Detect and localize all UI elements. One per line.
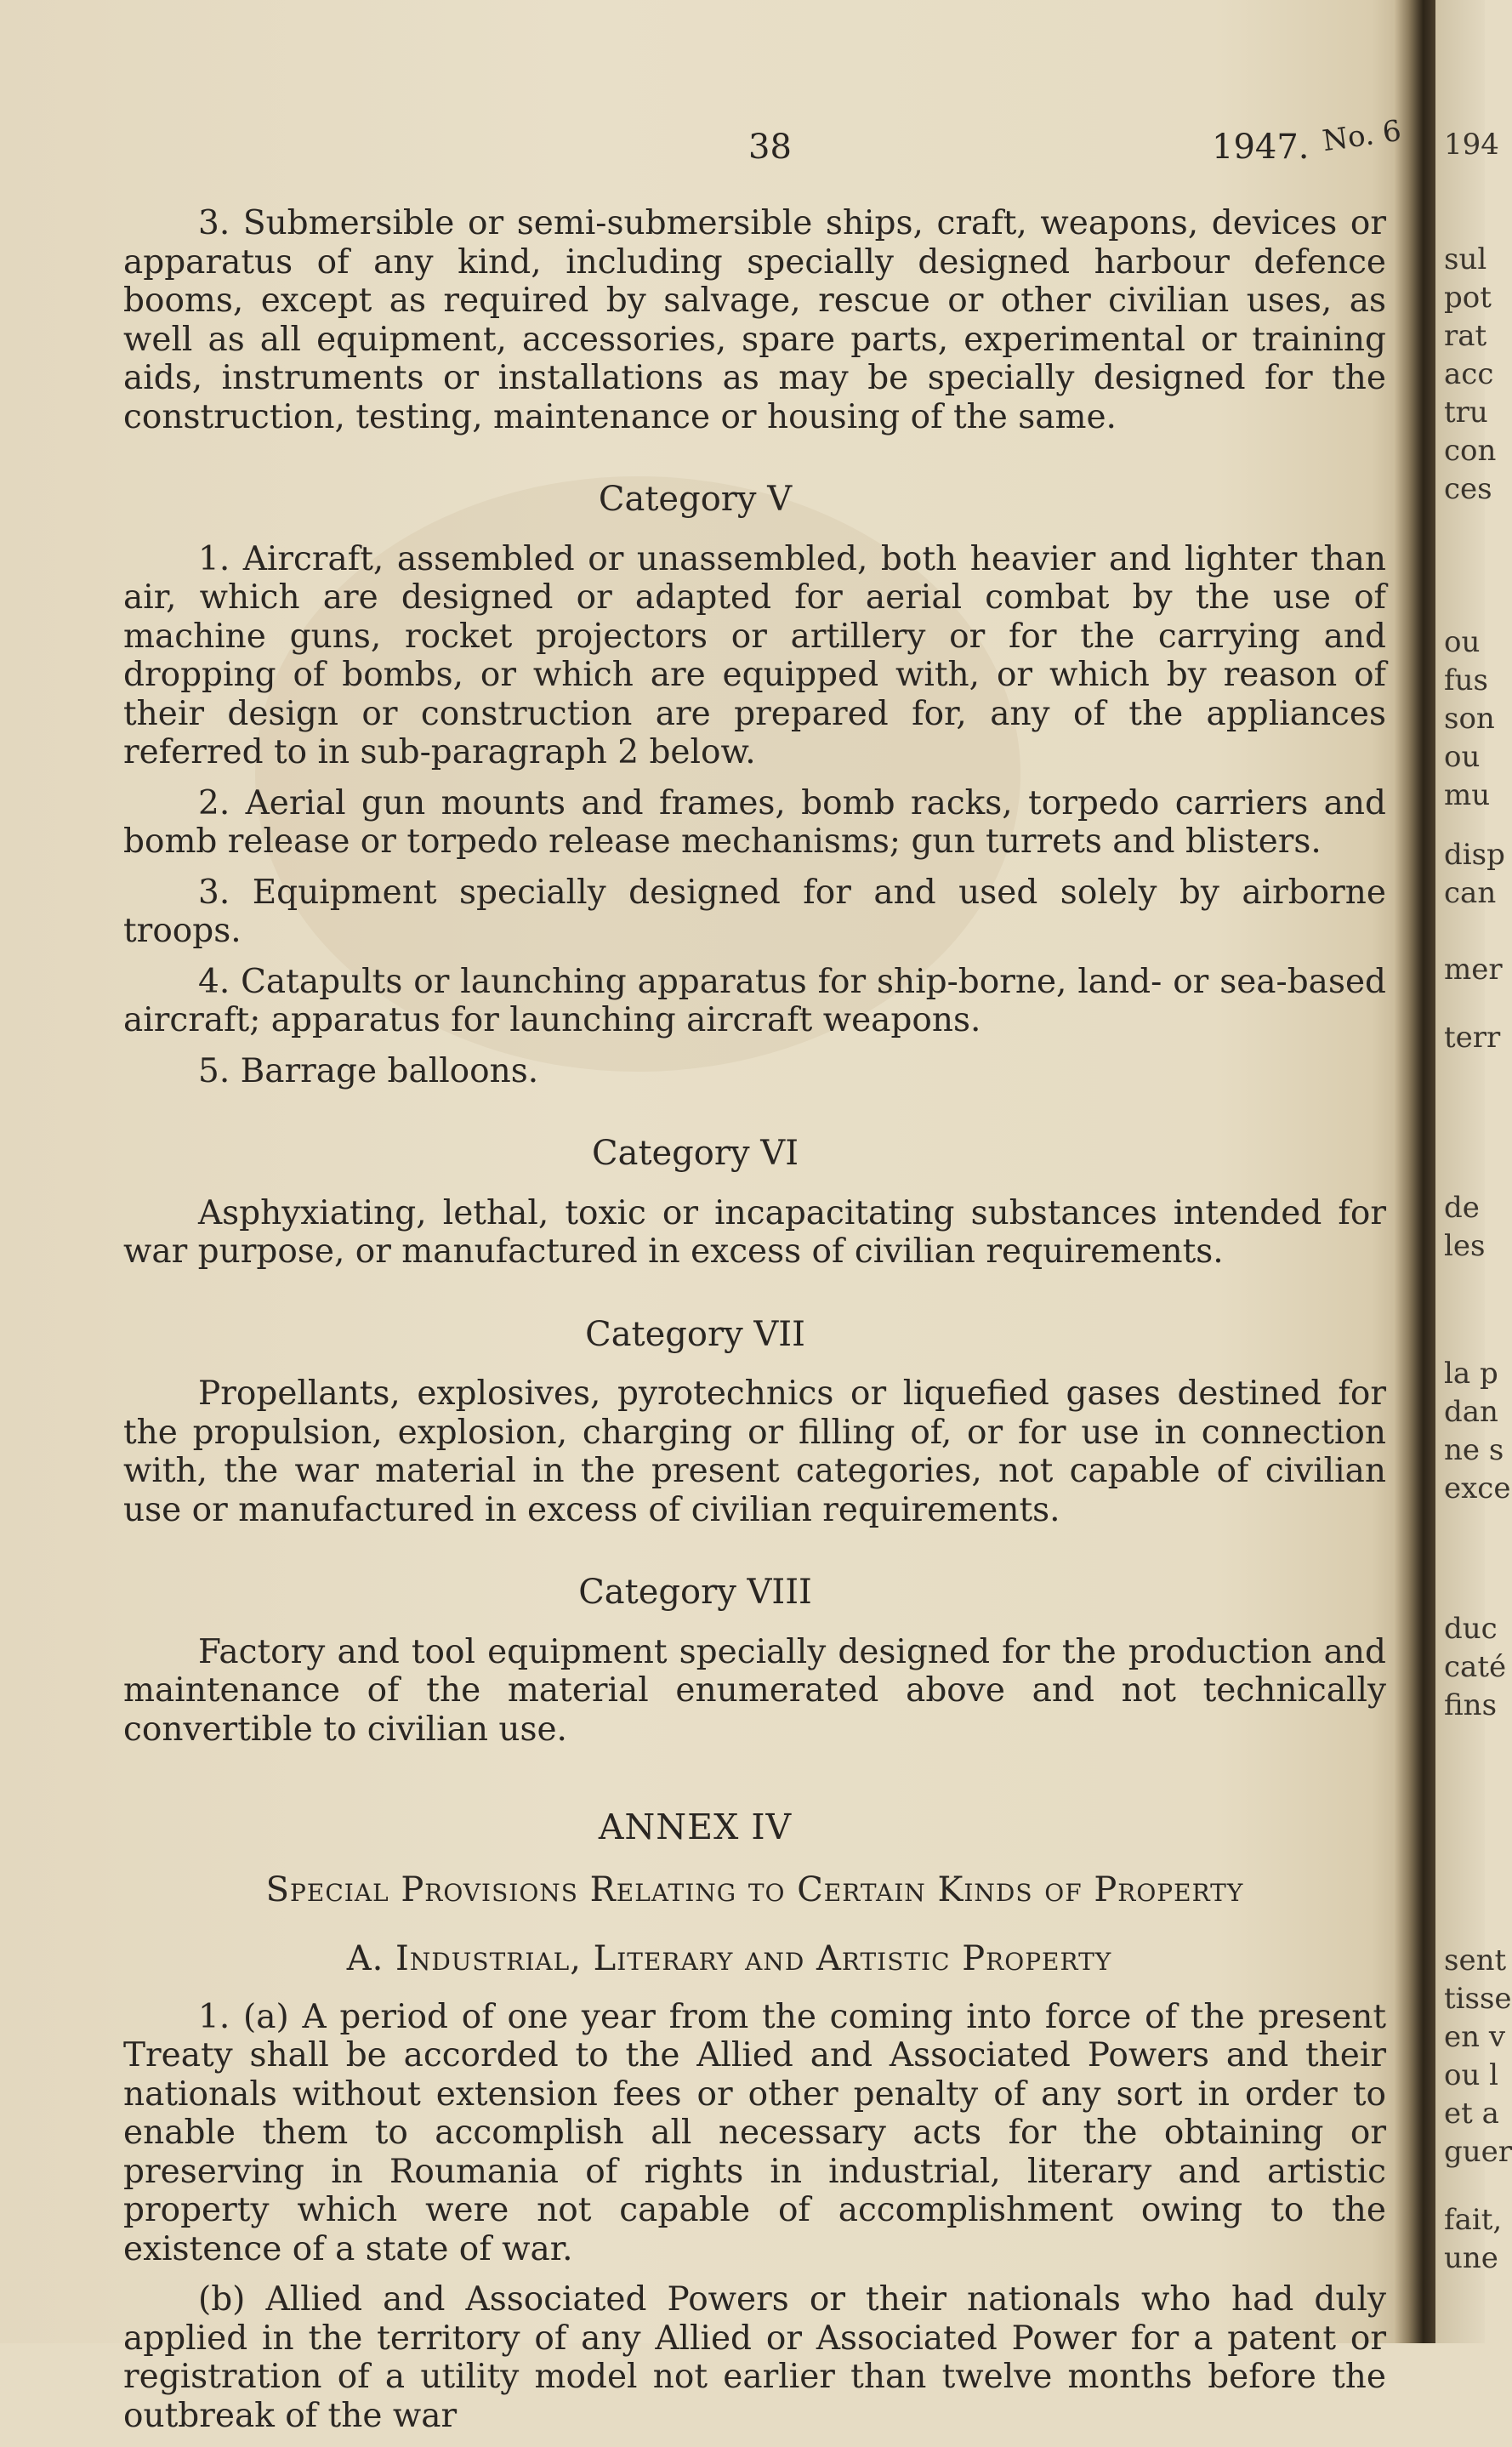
category-viii-paragraph: Factory and tool equipment specially designed for the production and maintenance of the material enumerated above and not technically convertible to civilian use.	[123, 1632, 1386, 1749]
facing-page-fragment: son	[1444, 702, 1495, 736]
facing-page-fragment: acc	[1444, 357, 1494, 391]
facing-page-fragment: fins	[1444, 1688, 1498, 1722]
category-v-paragraph-2: 2. Aerial gun mounts and frames, bomb racks, torpedo carriers and bomb release or torpedo release mechanisms; gun turrets and blisters.	[123, 783, 1386, 861]
facing-page-fragment: ou	[1444, 625, 1481, 659]
facing-page-fragment: fus	[1444, 663, 1488, 697]
annex-title: ANNEX IV	[598, 1807, 793, 1847]
facing-page-fragment: mu	[1444, 778, 1491, 812]
facing-page-fragment: fait,	[1444, 2203, 1503, 2237]
facing-page-fragment: tisse	[1444, 1982, 1512, 2016]
category-viii-heading: Category VIII	[578, 1573, 812, 1612]
facing-page-fragment: la p	[1444, 1357, 1498, 1391]
facing-page-fragment: tru	[1444, 396, 1488, 430]
facing-page-fragment: mer	[1444, 953, 1503, 987]
category-v-paragraph-3: 3. Equipment specially designed for and used solely by airborne troops.	[123, 873, 1386, 950]
section-a-paragraph-1b: (b) Allied and Associated Powers or their nationals who had duly applied in the territory of any Allied or Associated Power for a patent or registration of a utility model not earlier than twelve months before the outbreak of the war	[123, 2280, 1386, 2435]
facing-page-edge	[1435, 0, 1512, 2343]
page-number: 38	[748, 128, 792, 167]
facing-page-fragment: ou	[1444, 740, 1481, 774]
category-vii-paragraph: Propellants, explosives, pyrotechnics or liquefied gases destined for the propulsion, explosion, charging or filling of, or for use in connection with, the war material in the present categories, not capable of civilian use or manufactured in excess of civilian requirements.	[123, 1374, 1386, 1529]
category-iv-paragraph-3: 3. Submersible or semi-submersible ships, craft, weapons, devices or apparatus of any kind, including specially designed harbour defence booms, except as required by salvage, rescue or other civilian uses, as well as all equipment, accessories, spare parts, experimental or training aids, instruments or installations as may be specially designed for the construction, testing, maintenance or housing of the same.	[123, 204, 1386, 436]
facing-page-fragment: une	[1444, 2241, 1498, 2275]
facing-page-fragment: ces	[1444, 472, 1492, 506]
facing-page-fragment: ne s	[1444, 1433, 1504, 1467]
facing-page-fragment: 194	[1444, 128, 1499, 162]
header-issue-number: No. 6	[1320, 113, 1404, 159]
category-vii-heading: Category VII	[585, 1314, 805, 1354]
section-a-heading: A. Industrial, Literary and Artistic Property	[346, 1939, 1112, 1978]
book-gutter	[1395, 0, 1435, 2343]
category-v-heading: Category V	[598, 480, 793, 519]
category-v-paragraph-4: 4. Catapults or launching apparatus for ship-borne, land- or sea-based aircraft; apparatus for launching aircraft weapons.	[123, 962, 1386, 1039]
annex-subtitle: Special Provisions Relating to Certain Kinds of Property	[265, 1869, 1244, 1909]
facing-page-fragment: et a	[1444, 2097, 1499, 2131]
category-v-paragraph-5: 5. Barrage balloons.	[198, 1051, 539, 1090]
facing-page-fragment: duc	[1444, 1612, 1498, 1646]
category-vi-paragraph: Asphyxiating, lethal, toxic or incapacitating substances intended for war purpose, or manufactured in excess of civilian requirements.	[123, 1193, 1386, 1271]
facing-page-fragment: guer	[1444, 2135, 1512, 2169]
facing-page-fragment: en v	[1444, 2020, 1506, 2054]
facing-page-fragment: sul	[1444, 242, 1487, 276]
facing-page-fragment: rat	[1444, 319, 1487, 353]
facing-page-fragment: pot	[1444, 281, 1492, 315]
facing-page-fragment: de	[1444, 1191, 1480, 1225]
header-year: 1947.	[1212, 128, 1310, 167]
facing-page-fragment: les	[1444, 1229, 1486, 1263]
facing-page-fragment: caté	[1444, 1650, 1507, 1684]
category-vi-heading: Category VI	[591, 1134, 799, 1173]
facing-page-fragment: con	[1444, 434, 1497, 468]
section-a-paragraph-1a: 1. (a) A period of one year from the coming into force of the present Treaty shall be accorded to the Allied and Associated Powers and their nationals without extension fees or other penalty of any sort in order to enable them to accomplish all necessary acts for the obtaining or preserving in Roumania of rights in industrial, literary and artistic property which were not capable of accomplishment owing to the existence of a state of war.	[123, 1997, 1386, 2268]
category-v-paragraph-1: 1. Aircraft, assembled or unassembled, both heavier and lighter than air, which are designed or adapted for aerial combat by the use of machine guns, rocket projectors or artillery or for the carrying and dropping of bombs, or which are equipped with, or which by reason of their design or construction are prepared for, any of the appliances referred to in sub-paragraph 2 below.	[123, 539, 1386, 771]
facing-page-fragment: terr	[1444, 1021, 1501, 1055]
facing-page-fragment: sent	[1444, 1943, 1507, 1978]
facing-page-fragment: ou l	[1444, 2058, 1499, 2092]
facing-page-fragment: can	[1444, 876, 1497, 910]
facing-page-fragment: exce	[1444, 1471, 1511, 1505]
facing-page-fragment: dan	[1444, 1395, 1498, 1429]
page-body	[123, 204, 1386, 2447]
facing-page-fragment: disp	[1444, 838, 1505, 872]
